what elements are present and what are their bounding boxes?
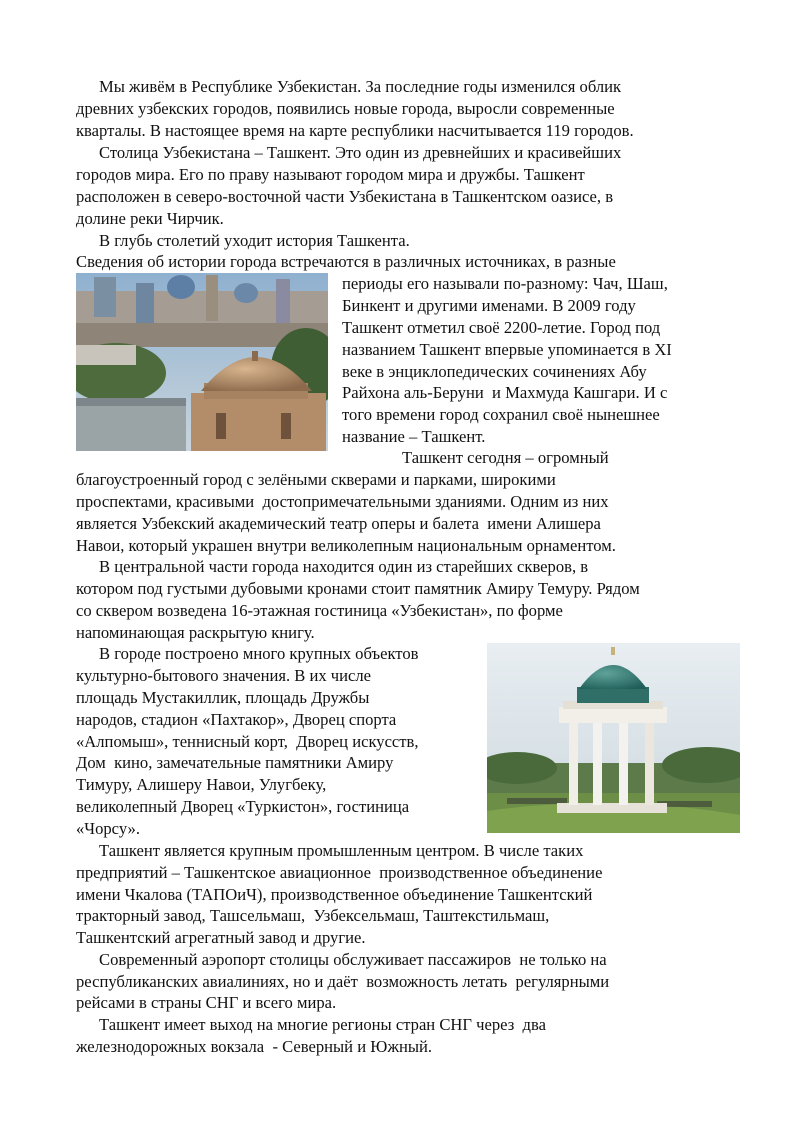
text-line: В глубь столетий уходит история Ташкента. (99, 231, 410, 250)
text-line: тракторный завод, Ташсельмаш, Узбексельмаш, Таштекстильмаш, (76, 906, 550, 925)
text-line: культурно-бытового значения. В их числе (76, 666, 372, 685)
text-line: В центральной части города находится один из старейших скверов, в (99, 557, 589, 576)
city-photo (76, 273, 328, 451)
text-line: напоминающая раскрытую книгу. (76, 623, 315, 642)
text-line: Сведения об истории города встречаются в различных источниках, в разные (76, 252, 616, 271)
text-line: Ташкент имеет выход на многие регионы стран СНГ через два (99, 1015, 546, 1034)
text-line: Тимуру, Алишеру Навои, Улугбеку, (76, 775, 327, 794)
text-line: Ташкент является крупным промышленным центром. В числе таких (99, 841, 584, 860)
text-line: того времени город сохранил своё нынешнее (342, 405, 660, 424)
text-line: рейсами в страны СНГ и всего мира. (76, 993, 337, 1012)
text-line: является Узбекский академический театр оперы и балета имени Алишера (76, 514, 601, 533)
text-line: «Алпомыш», теннисный корт, Дворец искусств, (76, 732, 419, 751)
text-line: Ташкент сегодня – огромный (402, 448, 609, 467)
text-line: название – Ташкент. (342, 427, 486, 446)
text-line: Мы живём в Республике Узбекистан. За последние годы изменился облик (99, 77, 622, 96)
text-line: «Чорсу». (76, 819, 140, 838)
rotunda-monument-image (487, 643, 740, 833)
text-line: названием Ташкент впервые упоминается в XI (342, 340, 672, 359)
text-line: предприятий – Ташкентское авиационное производственное объединение (76, 863, 603, 882)
text-line: Дом кино, замечательные памятники Амиру (76, 753, 394, 772)
text-line: великолепный Дворец «Туркистон», гостиница (76, 797, 410, 816)
text-line: площадь Мустакиллик, площадь Дружбы (76, 688, 370, 707)
text-line: периоды его называли по-разному: Чач, Шаш, (342, 274, 668, 293)
text-line: Ташкент отметил своё 2200-летие. Город под (342, 318, 661, 337)
text-line: древних узбекских городов, появились новые города, выросли современные (76, 99, 615, 118)
monument-photo (487, 643, 740, 833)
text-line: со сквером возведена 16-этажная гостиница «Узбекистан», по форме (76, 601, 563, 620)
text-line: Бинкент и другими именами. В 2009 году (342, 296, 636, 315)
text-line: веке в энциклопедических сочинениях Абу (342, 362, 647, 381)
text-line: кварталы. В настоящее время на карте республики насчитывается 119 городов. (76, 121, 634, 140)
text-line: проспектами, красивыми достопримечательными зданиями. Одним из них (76, 492, 609, 511)
text-line: Современный аэропорт столицы обслуживает пассажиров не только на (99, 950, 607, 969)
text-line: благоустроенный город с зелёными скверами и парками, широкими (76, 470, 556, 489)
text-line: имени Чкалова (ТАПОиЧ), производственное объединение Ташкентский (76, 885, 593, 904)
text-line: городов мира. Его по праву называют городом мира и дружбы. Ташкент (76, 165, 585, 184)
text-line: Ташкентский агрегатный завод и другие. (76, 928, 366, 947)
text-line: долине реки Чирчик. (76, 209, 224, 228)
text-line: Столица Узбекистана – Ташкент. Это один из древнейших и красивейших (99, 143, 622, 162)
text-line: Райхона аль-Беруни и Махмуда Кашгари. И с (342, 383, 668, 402)
text-line: Навои, который украшен внутри великолепным национальным орнаментом. (76, 536, 616, 555)
text-line: В городе построено много крупных объектов (99, 644, 419, 663)
text-line: котором под густыми дубовыми кронами стоит памятник Амиру Темуру. Рядом (76, 579, 640, 598)
text-line: народов, стадион «Пахтакор», Дворец спорта (76, 710, 397, 729)
mausoleum-city-image (76, 273, 328, 451)
text-line: республиканских авиалиниях, но и даёт возможность летать регулярными (76, 972, 610, 991)
text-line: расположен в северо-восточной части Узбекистана в Ташкентском оазисе, в (76, 187, 614, 206)
text-line: железнодорожных вокзала - Северный и Южный. (76, 1037, 433, 1056)
